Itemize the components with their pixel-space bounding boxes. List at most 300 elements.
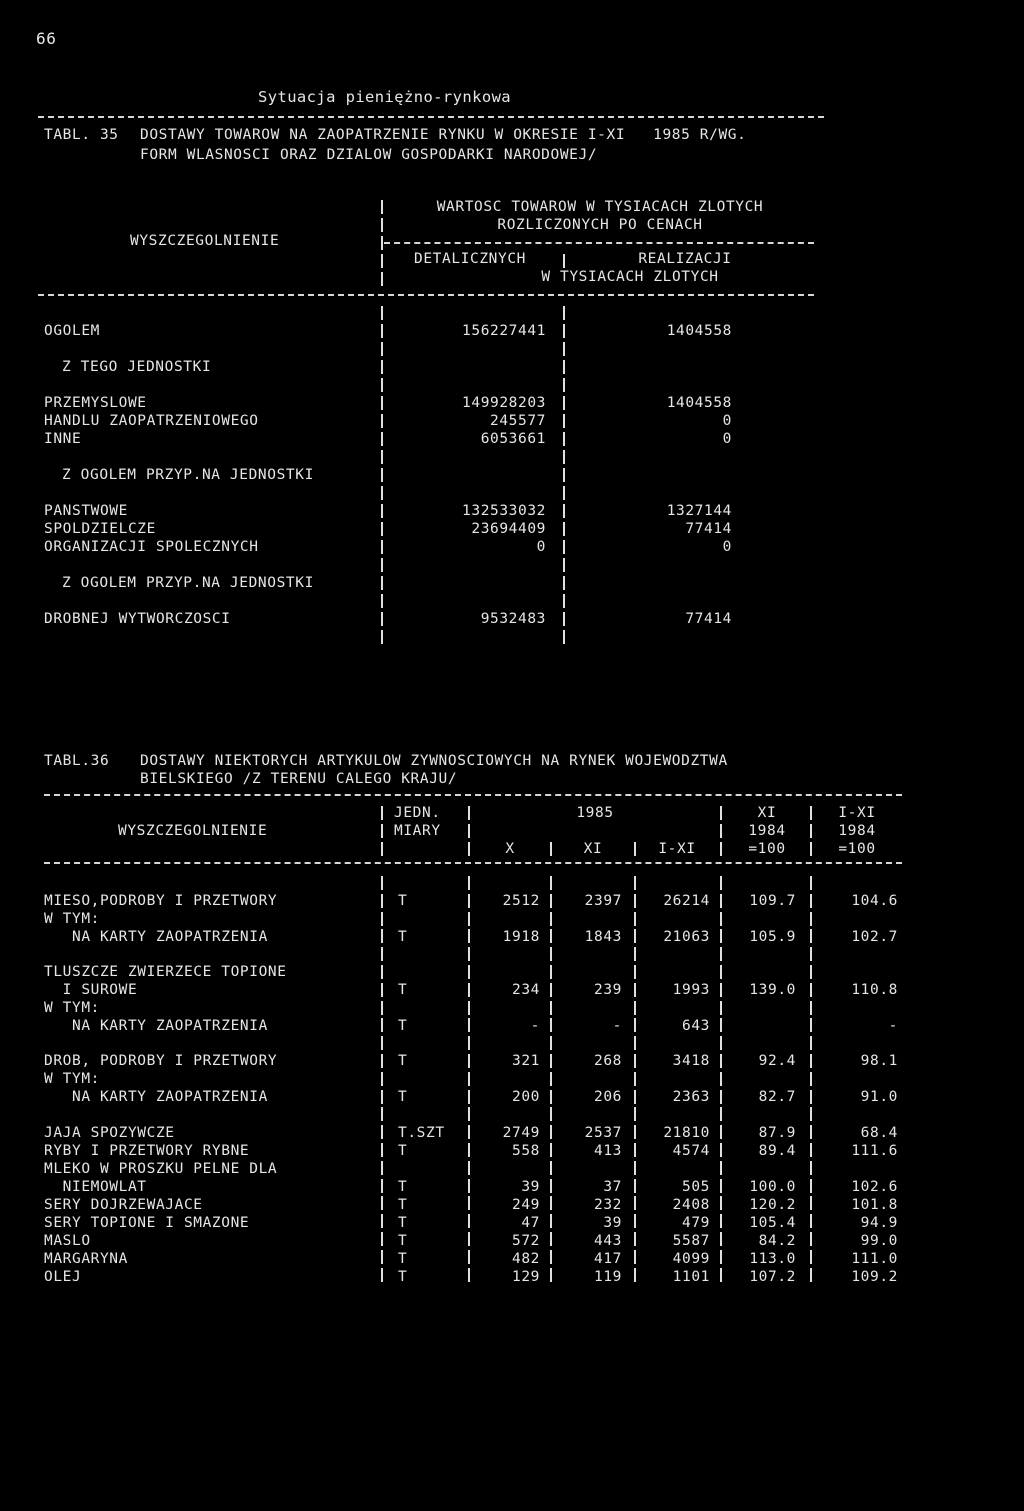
column-separator: [720, 1268, 722, 1282]
column-separator: [381, 1036, 383, 1050]
column-separator: [563, 342, 565, 356]
index-xi-1984: 107.2: [749, 1269, 796, 1285]
column-separator: [468, 1179, 470, 1193]
column-separator: [810, 1090, 812, 1104]
column-separator: [381, 486, 383, 500]
table-35-col2-header-line2: W TYSIACACH ZLOTYCH: [541, 269, 719, 285]
column-separator: [563, 254, 565, 268]
column-separator: [550, 1054, 552, 1068]
row-label: W TYM:: [44, 911, 100, 927]
value-i-xi: 479: [682, 1215, 710, 1231]
index-i-xi-1984: 98.1: [860, 1053, 898, 1069]
column-separator: [468, 1001, 470, 1015]
row-label: MASLO: [44, 1233, 91, 1249]
table-35-header-line2: ROZLICZONYCH PO CENACH: [497, 217, 703, 233]
index-i-xi-1984: 99.0: [860, 1233, 898, 1249]
row-label: W TYM:: [44, 1071, 100, 1087]
column-separator: [720, 1196, 722, 1210]
row-label: RYBY I PRZETWORY RYBNE: [44, 1143, 250, 1159]
row-label: Z OGOLEM PRZYP.NA JEDNOSTKI: [62, 575, 314, 591]
column-separator: [634, 1214, 636, 1228]
column-separator: [468, 1232, 470, 1246]
column-separator: [550, 1072, 552, 1086]
table-36-col-x-header: X: [505, 841, 515, 857]
column-separator: [634, 1090, 636, 1104]
index-xi-1984: 82.7: [758, 1089, 796, 1105]
column-separator: [810, 842, 812, 856]
value-detaliczne: 23694409: [471, 521, 546, 537]
value-x: 558: [512, 1143, 540, 1159]
value-i-xi: 26214: [663, 893, 710, 909]
column-separator: [381, 324, 383, 338]
value-detaliczne: 149928203: [462, 395, 546, 411]
value-xi: 2537: [584, 1125, 622, 1141]
column-separator: [563, 306, 565, 320]
column-separator: [720, 1054, 722, 1068]
column-separator: [810, 1268, 812, 1282]
column-separator: [550, 1232, 552, 1246]
column-separator: [563, 594, 565, 608]
value-realizacji: 0: [722, 413, 732, 429]
value-realizacji: 0: [722, 539, 732, 555]
index-i-xi-1984: 111.0: [851, 1251, 898, 1267]
column-separator: [550, 1125, 552, 1139]
value-x: 1918: [502, 929, 540, 945]
value-x: 2749: [502, 1125, 540, 1141]
column-separator: [381, 1143, 383, 1157]
column-separator: [634, 1143, 636, 1157]
column-separator: [810, 1250, 812, 1264]
row-label: SERY DOJRZEWAJACE: [44, 1197, 203, 1213]
column-separator: [810, 1214, 812, 1228]
column-separator: [720, 1018, 722, 1032]
unit-cell: T: [398, 1197, 408, 1213]
value-realizacji: 1404558: [666, 323, 732, 339]
column-separator: [810, 1036, 812, 1050]
index-i-xi-1984: 111.6: [851, 1143, 898, 1159]
value-xi: 119: [594, 1269, 622, 1285]
column-separator: [468, 912, 470, 926]
column-separator: [468, 1125, 470, 1139]
column-separator: [468, 1161, 470, 1175]
column-separator: [381, 842, 383, 856]
column-separator: [810, 1001, 812, 1015]
column-separator: [381, 1107, 383, 1121]
index-xi-1984: 109.7: [749, 893, 796, 909]
value-xi: 413: [594, 1143, 622, 1159]
column-separator: [381, 1214, 383, 1228]
column-separator: [550, 929, 552, 943]
index-i-xi-1984: 102.7: [851, 929, 898, 945]
table-35-number: TABL. 35: [44, 127, 119, 143]
column-separator: [720, 806, 722, 820]
column-separator: [550, 1161, 552, 1175]
index-i-xi-1984: 102.6: [851, 1179, 898, 1195]
value-i-xi: 2408: [672, 1197, 710, 1213]
table-35-header-line1: WARTOSC TOWAROW W TYSIACACH ZLOTYCH: [436, 199, 764, 215]
column-separator: [810, 1107, 812, 1121]
value-xi: 443: [594, 1233, 622, 1249]
unit-cell: T: [398, 982, 408, 998]
column-separator: [634, 947, 636, 961]
column-separator: [810, 1072, 812, 1086]
column-separator: [720, 1161, 722, 1175]
table-35-title-line1: DOSTAWY TOWAROW NA ZAOPATRZENIE RYNKU W OKRESIE I-XI 1985 R/WG.: [140, 127, 747, 143]
column-separator: [810, 1196, 812, 1210]
column-separator: [720, 1214, 722, 1228]
column-separator: [550, 1018, 552, 1032]
column-separator: [550, 1268, 552, 1282]
column-separator: [468, 1250, 470, 1264]
column-separator: [550, 965, 552, 979]
column-separator: [563, 522, 565, 536]
index-xi-1984: 84.2: [758, 1233, 796, 1249]
column-separator: [381, 1179, 383, 1193]
column-separator: [634, 1161, 636, 1175]
column-separator: [810, 1232, 812, 1246]
column-separator: [468, 894, 470, 908]
index-i-xi-1984: 104.6: [851, 893, 898, 909]
table-36-col-ixi-header: I-XI: [658, 841, 696, 857]
column-separator: [381, 1054, 383, 1068]
column-separator: [634, 1232, 636, 1246]
row-label: MARGARYNA: [44, 1251, 128, 1267]
value-realizacji: 77414: [685, 611, 732, 627]
column-separator: [381, 468, 383, 482]
column-separator: [381, 929, 383, 943]
value-i-xi: 3418: [672, 1053, 710, 1069]
table-35-stub-header: WYSZCZEGOLNIENIE: [130, 233, 280, 249]
column-separator: [810, 806, 812, 820]
index-i-xi-1984: 101.8: [851, 1197, 898, 1213]
unit-cell: T: [398, 1233, 408, 1249]
index-xi-1984: 100.0: [749, 1179, 796, 1195]
unit-cell: T: [398, 1143, 408, 1159]
column-separator: [720, 912, 722, 926]
column-separator: [720, 1107, 722, 1121]
column-separator: [550, 1001, 552, 1015]
column-separator: [634, 842, 636, 856]
row-label: NA KARTY ZAOPATRZENIA: [44, 1018, 268, 1034]
column-separator: [550, 1143, 552, 1157]
index-xi-1984: 113.0: [749, 1251, 796, 1267]
row-label: ORGANIZACJI SPOLECZNYCH: [44, 539, 259, 555]
index-i-xi-1984: 91.0: [860, 1089, 898, 1105]
column-separator: [468, 876, 470, 890]
row-label: MIESO,PODROBY I PRZETWORY: [44, 893, 278, 909]
value-x: -: [530, 1018, 540, 1034]
value-x: 234: [512, 982, 540, 998]
index-xi-1984: 105.4: [749, 1215, 796, 1231]
column-separator: [810, 894, 812, 908]
column-separator: [634, 1179, 636, 1193]
table-36-unit-header-line2: MIARY: [394, 823, 441, 839]
column-separator: [563, 468, 565, 482]
column-separator: [634, 1001, 636, 1015]
column-separator: [381, 1090, 383, 1104]
column-separator: [381, 432, 383, 446]
row-label: Z TEGO JEDNOSTKI: [62, 359, 212, 375]
unit-cell: T: [398, 893, 408, 909]
column-separator: [634, 1072, 636, 1086]
column-separator: [720, 1143, 722, 1157]
page-number: 66: [36, 29, 57, 48]
column-separator: [468, 824, 470, 838]
column-separator: [381, 272, 383, 286]
row-label: PRZEMYSLOWE: [44, 395, 147, 411]
heading-rule: [38, 116, 824, 118]
column-separator: [381, 504, 383, 518]
column-separator: [381, 806, 383, 820]
value-i-xi: 643: [682, 1018, 710, 1034]
row-label: INNE: [44, 431, 82, 447]
column-separator: [468, 947, 470, 961]
row-label: SPOLDZIELCZE: [44, 521, 156, 537]
index-xi-1984: 139.0: [749, 982, 796, 998]
value-xi: -: [612, 1018, 622, 1034]
column-separator: [550, 1196, 552, 1210]
column-separator: [810, 929, 812, 943]
column-separator: [468, 1196, 470, 1210]
unit-cell: T: [398, 1018, 408, 1034]
row-label: W TYM:: [44, 1000, 100, 1016]
table-36-top-rule: [44, 794, 902, 796]
column-separator: [468, 1036, 470, 1050]
column-separator: [634, 1054, 636, 1068]
unit-cell: T: [398, 1179, 408, 1195]
value-realizacji: 77414: [685, 521, 732, 537]
column-separator: [810, 1179, 812, 1193]
column-separator: [720, 876, 722, 890]
column-separator: [810, 1143, 812, 1157]
value-x: 47: [521, 1215, 540, 1231]
column-separator: [810, 947, 812, 961]
column-separator: [381, 1018, 383, 1032]
column-separator: [381, 306, 383, 320]
index-i-xi-1984: 68.4: [860, 1125, 898, 1141]
column-separator: [634, 983, 636, 997]
value-i-xi: 1993: [672, 982, 710, 998]
column-separator: [634, 912, 636, 926]
column-separator: [563, 432, 565, 446]
table-36-title-line2: BIELSKIEGO /Z TERENU CALEGO KRAJU/: [140, 771, 458, 787]
column-separator: [634, 1125, 636, 1139]
column-separator: [381, 1232, 383, 1246]
column-separator: [720, 1036, 722, 1050]
row-label: JAJA SPOZYWCZE: [44, 1125, 175, 1141]
table-35-col1-header: DETALICZNYCH: [414, 251, 526, 267]
column-separator: [563, 612, 565, 626]
column-separator: [563, 576, 565, 590]
row-label: SERY TOPIONE I SMAZONE: [44, 1215, 250, 1231]
column-separator: [720, 1001, 722, 1015]
column-separator: [468, 806, 470, 820]
table-36-col-xi-header: XI: [583, 841, 603, 857]
value-x: 39: [521, 1179, 540, 1195]
row-label: Z OGOLEM PRZYP.NA JEDNOSTKI: [62, 467, 314, 483]
row-label: OLEJ: [44, 1269, 82, 1285]
column-separator: [563, 324, 565, 338]
value-detaliczne: 132533032: [462, 503, 546, 519]
row-label: PANSTWOWE: [44, 503, 128, 519]
column-separator: [381, 254, 383, 268]
value-i-xi: 5587: [672, 1233, 710, 1249]
column-separator: [381, 876, 383, 890]
column-separator: [634, 965, 636, 979]
column-separator: [381, 1196, 383, 1210]
value-x: 2512: [502, 893, 540, 909]
column-separator: [563, 486, 565, 500]
value-i-xi: 1101: [672, 1269, 710, 1285]
value-detaliczne: 245577: [490, 413, 546, 429]
value-xi: 232: [594, 1197, 622, 1213]
column-separator: [550, 1107, 552, 1121]
column-separator: [634, 1107, 636, 1121]
index-xi-1984: 105.9: [749, 929, 796, 945]
column-separator: [720, 1090, 722, 1104]
unit-cell: T: [398, 1089, 408, 1105]
value-realizacji: 0: [722, 431, 732, 447]
value-xi: 2397: [584, 893, 622, 909]
column-separator: [381, 824, 383, 838]
row-label: NA KARTY ZAOPATRZENIA: [44, 1089, 268, 1105]
column-separator: [381, 612, 383, 626]
value-x: 129: [512, 1269, 540, 1285]
column-separator: [381, 576, 383, 590]
column-separator: [563, 558, 565, 572]
column-separator: [720, 947, 722, 961]
column-separator: [634, 1196, 636, 1210]
unit-cell: T: [398, 1053, 408, 1069]
table-36-idx1-header-line3: =100: [748, 841, 786, 857]
index-i-xi-1984: 109.2: [851, 1269, 898, 1285]
table-36-idx2-header-line1: I-XI: [838, 805, 876, 821]
value-i-xi: 2363: [672, 1089, 710, 1105]
table-36-idx1-header-line1: XI: [757, 805, 777, 821]
column-separator: [381, 1125, 383, 1139]
column-separator: [468, 842, 470, 856]
column-separator: [550, 894, 552, 908]
value-xi: 1843: [584, 929, 622, 945]
column-separator: [468, 983, 470, 997]
column-separator: [810, 983, 812, 997]
column-separator: [563, 414, 565, 428]
row-label: HANDLU ZAOPATRZENIOWEGO: [44, 413, 259, 429]
column-separator: [810, 1161, 812, 1175]
column-separator: [550, 1214, 552, 1228]
column-separator: [550, 912, 552, 926]
column-separator: [381, 1001, 383, 1015]
column-separator: [720, 824, 722, 838]
table-36-idx1-header-line2: 1984: [748, 823, 786, 839]
column-separator: [634, 1268, 636, 1282]
column-separator: [720, 929, 722, 943]
column-separator: [468, 1107, 470, 1121]
unit-cell: T: [398, 929, 408, 945]
column-separator: [381, 630, 383, 644]
table-36-idx2-header-line3: =100: [838, 841, 876, 857]
value-x: 321: [512, 1053, 540, 1069]
value-xi: 239: [594, 982, 622, 998]
column-separator: [810, 1125, 812, 1139]
table-36-unit-header-line1: JEDN.: [394, 805, 441, 821]
column-separator: [634, 929, 636, 943]
column-separator: [550, 947, 552, 961]
row-label: TLUSZCZE ZWIERZECE TOPIONE: [44, 964, 287, 980]
column-separator: [381, 414, 383, 428]
column-separator: [720, 894, 722, 908]
table-36-year-header: 1985: [576, 805, 614, 821]
column-separator: [381, 558, 383, 572]
column-separator: [468, 1214, 470, 1228]
index-xi-1984: 92.4: [758, 1053, 796, 1069]
column-separator: [468, 1090, 470, 1104]
value-detaliczne: 9532483: [480, 611, 546, 627]
table-35-title-line2: FORM WLASNOSCI ORAZ DZIALOW GOSPODARKI NARODOWEJ/: [140, 147, 598, 163]
column-separator: [550, 1179, 552, 1193]
column-separator: [810, 912, 812, 926]
column-separator: [550, 876, 552, 890]
unit-cell: T: [398, 1251, 408, 1267]
column-separator: [810, 1054, 812, 1068]
unit-cell: T: [398, 1215, 408, 1231]
column-separator: [563, 540, 565, 554]
column-separator: [381, 540, 383, 554]
column-separator: [634, 1018, 636, 1032]
value-xi: 268: [594, 1053, 622, 1069]
value-i-xi: 21810: [663, 1125, 710, 1141]
column-separator: [720, 1072, 722, 1086]
value-xi: 417: [594, 1251, 622, 1267]
value-detaliczne: 0: [536, 539, 546, 555]
value-detaliczne: 156227441: [462, 323, 546, 339]
value-i-xi: 4099: [672, 1251, 710, 1267]
column-separator: [468, 1268, 470, 1282]
column-separator: [381, 1268, 383, 1282]
column-separator: [563, 504, 565, 518]
index-xi-1984: 87.9: [758, 1125, 796, 1141]
column-separator: [381, 236, 383, 250]
value-i-xi: 505: [682, 1179, 710, 1195]
value-x: 249: [512, 1197, 540, 1213]
column-separator: [634, 1250, 636, 1264]
column-separator: [550, 1250, 552, 1264]
column-separator: [810, 824, 812, 838]
column-separator: [720, 1232, 722, 1246]
table-36-title-line1: DOSTAWY NIEKTORYCH ARTYKULOW ZYWNOSCIOWYCH NA RYNEK WOJEWODZTWA: [140, 753, 728, 769]
column-separator: [468, 965, 470, 979]
column-separator: [381, 522, 383, 536]
column-separator: [381, 342, 383, 356]
column-separator: [468, 1072, 470, 1086]
column-separator: [468, 1054, 470, 1068]
value-x: 572: [512, 1233, 540, 1249]
value-i-xi: 4574: [672, 1143, 710, 1159]
value-xi: 39: [603, 1215, 622, 1231]
section-heading: Sytuacja pieniężno-rynkowa: [258, 88, 512, 106]
column-separator: [381, 360, 383, 374]
row-label: MLEKO W PROSZKU PELNE DLA: [44, 1161, 278, 1177]
column-separator: [381, 396, 383, 410]
table-36-idx2-header-line2: 1984: [838, 823, 876, 839]
column-separator: [550, 1036, 552, 1050]
row-label: DROBNEJ WYTWORCZOSCI: [44, 611, 231, 627]
column-separator: [810, 1018, 812, 1032]
column-separator: [720, 983, 722, 997]
value-i-xi: 21063: [663, 929, 710, 945]
column-separator: [468, 929, 470, 943]
column-separator: [563, 396, 565, 410]
